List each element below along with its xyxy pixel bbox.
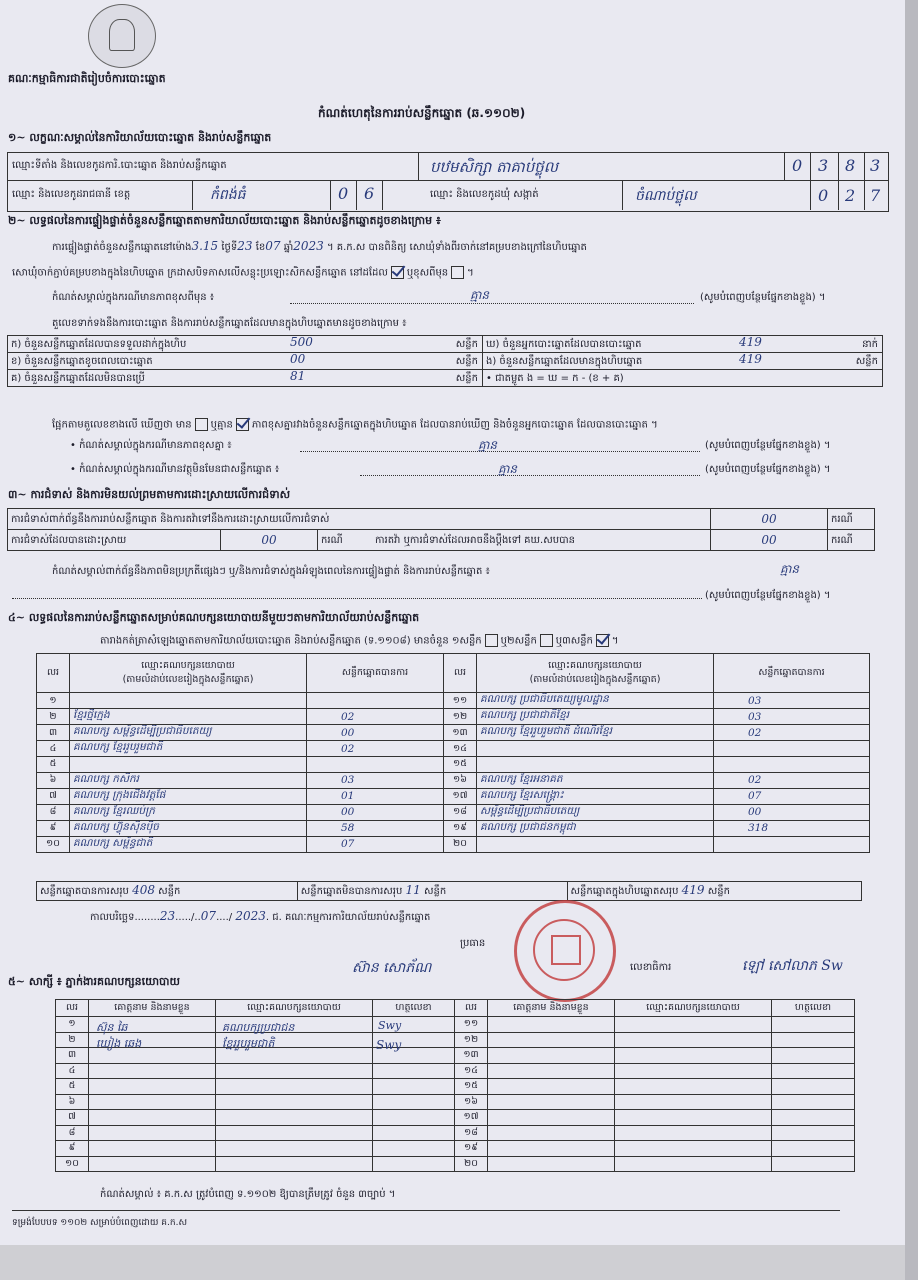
witness-number: ១៨ bbox=[455, 1125, 488, 1141]
province-code-1: 0 bbox=[338, 184, 349, 203]
counts-table bbox=[7, 335, 883, 387]
party-votes: 02 bbox=[307, 709, 444, 725]
witness-number: ១០ bbox=[56, 1156, 89, 1172]
party-name: គណបក្ស កសិករ bbox=[70, 772, 307, 788]
witness-1-signature: Swy bbox=[378, 1019, 402, 1032]
count-unused: 81 bbox=[290, 369, 306, 383]
count-voters: 419 bbox=[739, 335, 762, 349]
table-row bbox=[56, 1141, 855, 1157]
witness-cell bbox=[488, 1156, 615, 1172]
official-seal-icon bbox=[514, 900, 616, 1002]
witness-cell bbox=[772, 1063, 855, 1079]
witness-cell bbox=[615, 1094, 772, 1110]
secretary-signature: ឡៅ សៅលាភ Sw bbox=[742, 958, 843, 974]
witness-table bbox=[55, 999, 855, 1172]
party-votes bbox=[307, 693, 444, 709]
witness-cell bbox=[615, 1063, 772, 1079]
secretary-label: លេខាធិការ bbox=[630, 962, 672, 973]
party-votes: 03 bbox=[714, 693, 870, 709]
witness-cell bbox=[373, 1156, 455, 1172]
party-number: ១៣ bbox=[444, 725, 477, 741]
party-votes bbox=[714, 757, 870, 773]
discrepancy-note-hint: (សូមបំពេញបន្ថែមផ្នែកខាងខ្លួង) ។ bbox=[705, 440, 831, 451]
witness-cell bbox=[216, 1110, 373, 1126]
party-name: គណបក្ស ខ្មែររួបរួមជាតិ bbox=[70, 741, 307, 757]
witness-number: ៣ bbox=[56, 1048, 89, 1064]
discrepancy-note-value: គ្មាន bbox=[478, 438, 498, 452]
witness-cell bbox=[488, 1141, 615, 1157]
party-number: ១១ bbox=[444, 693, 477, 709]
verify-time: 3.15 bbox=[191, 239, 219, 253]
table-row: ខ) ចំនួនសន្លឹកឆ្នោតខូចពេលបោះឆ្នោត 00 សន្លឹក ង) ចំនួនសន្លឹកឆ្នោតដែលមានក្នុងហិបឆ្នោត 419 សន្លឹក bbox=[8, 353, 883, 370]
witness-cell bbox=[89, 1156, 216, 1172]
table-row bbox=[37, 709, 870, 725]
discrepancy-no-checkbox[interactable] bbox=[236, 418, 249, 431]
difference-note-hint: (សូមបំពេញបន្ថែមផ្នែកខាងខ្លួង) ។ bbox=[700, 292, 826, 303]
party-votes: 02 bbox=[714, 725, 870, 741]
province-label: ឈ្មោះ និងលេខកូដរាជធានី ខេត្ត bbox=[12, 189, 131, 200]
table-row bbox=[37, 693, 870, 709]
box-total: 419 bbox=[681, 883, 705, 897]
party-number: ១៥ bbox=[444, 757, 477, 773]
form-footer: ទម្រង់បែបបទ ១១០២ សម្រាប់បំពេញដោយ គ.ក.ស bbox=[12, 1218, 188, 1228]
party-number: ១ bbox=[37, 693, 70, 709]
witness-number: ៤ bbox=[56, 1063, 89, 1079]
witness-number: ២០ bbox=[455, 1156, 488, 1172]
witness-cell bbox=[772, 1110, 855, 1126]
party-number: ១៨ bbox=[444, 804, 477, 820]
witness-number: ៦ bbox=[56, 1094, 89, 1110]
province-code-2: 6 bbox=[364, 184, 375, 203]
witness-cell bbox=[772, 1141, 855, 1157]
witness-number: ២ bbox=[56, 1032, 89, 1048]
witness-number: ៨ bbox=[56, 1125, 89, 1141]
party-name: គណបក្ស ខ្មែរអនាគត bbox=[477, 772, 714, 788]
witness-cell bbox=[216, 1063, 373, 1079]
section-1-heading: ១~ លក្ខណៈសម្គាល់នៃការិយាល័យបោះឆ្នោត និងរាប់សន្លឹកឆ្នោត bbox=[8, 131, 272, 144]
witness-number: ១៩ bbox=[455, 1141, 488, 1157]
party-name: គណបក្ស ខ្មែរឈប់ក្រ bbox=[70, 804, 307, 820]
party-votes: 02 bbox=[714, 772, 870, 788]
date-line: កាលបរិច្ឆេទ........23...../..07..../ 2023. ជ. គណៈកម្មការការិយាល័យរាប់សន្លឹកឆ្នោត bbox=[90, 909, 431, 923]
seal-sentence: សោឃុំចាក់ភ្ជាប់គម្របខាងក្នុងនៃហិបឆ្នោត ក្រដាសបិទភាសលើសន្លុះប្រឡោះសិកសន្លឹកឆ្នោត នៅដដែល ឬខុសពីមុន ។ bbox=[12, 267, 474, 279]
party-votes: 03 bbox=[714, 709, 870, 725]
witness-cell bbox=[89, 1094, 216, 1110]
station-value: បឋមសិក្សា តាគាប់ថ្លុល bbox=[430, 158, 559, 176]
party-name: គណបក្ស ប្រជាជាតិខ្មែរ bbox=[477, 709, 714, 725]
chair-label: ប្រធាន bbox=[460, 938, 486, 949]
witness-cell bbox=[373, 1094, 455, 1110]
party-name: គណបក្ស សម្ព័ន្ធដើម្បីប្រជាធិបតេយ្យ bbox=[70, 725, 307, 741]
org-name: គណៈកម្មាធិការជាតិរៀបចំការបោះឆ្នោត bbox=[8, 72, 166, 85]
party-votes: 01 bbox=[307, 788, 444, 804]
witness-cell bbox=[488, 1017, 615, 1033]
party-name bbox=[477, 836, 714, 852]
party-votes bbox=[307, 757, 444, 773]
party-name: គណបក្ស ប្រជាជនកម្ពុជា bbox=[477, 820, 714, 836]
verify-month: 07 bbox=[265, 239, 281, 253]
party-number: ១៦ bbox=[444, 772, 477, 788]
party-number: ២០ bbox=[444, 836, 477, 852]
counts-intro: តួលេខទាក់ទងនឹងការបោះឆ្នោត និងការរាប់សន្លឹកឆ្នោតដែលមានក្នុងហិបឆ្នោតមានដូចខាងក្រោម ៖ bbox=[52, 318, 407, 329]
count-in-box: 419 bbox=[739, 352, 762, 366]
witness-number: ១៥ bbox=[455, 1079, 488, 1095]
party-votes: 07 bbox=[307, 836, 444, 852]
table-row bbox=[37, 725, 870, 741]
table-row: ការជំទាស់ពាក់ព័ន្ធនឹងការរាប់សន្លឹកឆ្នោត និងការតវ៉ាទៅនឹងការដោះស្រាយលើការជំទាស់ 00 ករណី bbox=[8, 509, 875, 530]
witness-number: ១១ bbox=[455, 1017, 488, 1033]
complaints-count: 00 bbox=[711, 509, 828, 530]
table-row: ការជំទាស់ដែលបានដោះស្រាយ 00 ករណី ការតវ៉ា ឬការជំទាស់ដែលអាចនឹងប្តឹងទៅ គឃ.សបបាន 00 ករណី bbox=[8, 530, 875, 551]
witness-cell bbox=[615, 1048, 772, 1064]
table-row bbox=[56, 1063, 855, 1079]
party-votes: 58 bbox=[307, 820, 444, 836]
party-number: ១០ bbox=[37, 836, 70, 852]
party-name: សម្ព័ន្ធដើម្បីប្រជាធិបតេយ្យ bbox=[477, 804, 714, 820]
witness-cell bbox=[89, 1063, 216, 1079]
witness-cell bbox=[615, 1110, 772, 1126]
section-3-heading: ៣~ ការជំទាស់ និងការមិនយល់ព្រមតាមការដោះស្រាយលើការជំទាស់ bbox=[8, 488, 291, 501]
witness-cell bbox=[772, 1094, 855, 1110]
commune-code-2: 2 bbox=[845, 186, 856, 205]
section-5-heading: ៥~ សាក្សី ៖ ភ្នាក់ងារគណបក្សនយោបាយ bbox=[8, 975, 181, 988]
table-row bbox=[56, 1017, 855, 1033]
foreign-object-note-hint: (សូមបំពេញបន្ថែមផ្នែកខាងខ្លួង) ។ bbox=[705, 464, 831, 475]
party-number: ៤ bbox=[37, 741, 70, 757]
chair-signature: ស៊ាន សោភ័ណ bbox=[352, 960, 432, 976]
witness-1-party: គណបក្សប្រជាជន bbox=[222, 1021, 295, 1034]
discrepancy-note-label: • កំណត់សម្គាល់ក្នុងករណីមានភាពខុសគ្នា ៖ bbox=[70, 440, 232, 451]
witness-number: ១៦ bbox=[455, 1094, 488, 1110]
witness-number: ១៤ bbox=[455, 1063, 488, 1079]
party-votes: 318 bbox=[714, 820, 870, 836]
table-row bbox=[56, 1125, 855, 1141]
party-number: ៣ bbox=[37, 725, 70, 741]
witness-number: ១២ bbox=[455, 1032, 488, 1048]
foreign-object-note-value: គ្មាន bbox=[498, 462, 518, 476]
party-number: ១៩ bbox=[444, 820, 477, 836]
table-row bbox=[37, 757, 870, 773]
count-received: 500 bbox=[290, 335, 313, 349]
party-number: ៦ bbox=[37, 772, 70, 788]
witness-cell bbox=[89, 1110, 216, 1126]
count-spoiled: 00 bbox=[290, 352, 306, 366]
irregularity-note-label: កំណត់សម្គាល់ពាក់ព័ន្ធនឹងភាពមិនប្រក្រតីផ្សេងៗ ឬ/និងការជំទាស់ក្នុងអំឡុងពេលនៃការផ្ទៀងផ្ទាត់ និងការរាប់សន្លឹកឆ្នោត ៖ bbox=[52, 566, 490, 577]
section-4-heading: ៤~ លទ្ធផលនៃការរាប់សន្លឹកឆ្នោតសម្រាប់គណបក្សនយោបាយនីមួយៗតាមការិយាល័យរាប់សន្លឹកឆ្នោត bbox=[8, 611, 420, 624]
witness-cell bbox=[772, 1125, 855, 1141]
invalid-total: 11 bbox=[405, 883, 421, 897]
table-row bbox=[37, 836, 870, 852]
verify-year: 2023 bbox=[293, 239, 324, 253]
resolved-count: 00 bbox=[221, 530, 318, 551]
witness-cell bbox=[615, 1156, 772, 1172]
results-table bbox=[36, 653, 870, 853]
witness-cell bbox=[488, 1125, 615, 1141]
party-name bbox=[477, 741, 714, 757]
discrepancy-sentence: ផ្អែកតាមតួលេខខាងលើ ឃើញថា មាន ឬគ្មាន ភាពខុសគ្នារវាងចំនួនសន្លឹកឆ្នោតក្នុងហិបឆ្នោត ដែលបានរាប់ឃើញ និងចំនួនអ្នកបោះឆ្នោត ដែលបានបោះឆ្នោត ។ bbox=[52, 419, 658, 431]
table-row bbox=[56, 1032, 855, 1048]
party-number: ៩ bbox=[37, 820, 70, 836]
witness-cell bbox=[772, 1156, 855, 1172]
witness-cell bbox=[89, 1125, 216, 1141]
party-number: ១៧ bbox=[444, 788, 477, 804]
party-number: ១២ bbox=[444, 709, 477, 725]
party-name: ខ្មែរថ្មីក្មេង bbox=[70, 709, 307, 725]
table-row bbox=[56, 1048, 855, 1064]
station-label: ឈ្មោះទីតាំង និងលេខកូដការិ.បោះឆ្នោត និងរាប់សន្លឹកឆ្នោត bbox=[12, 160, 227, 171]
witness-cell bbox=[488, 1032, 615, 1048]
witness-cell bbox=[772, 1032, 855, 1048]
complaints-table bbox=[7, 508, 875, 551]
verify-day: 23 bbox=[237, 239, 253, 253]
party-name: គណបក្ស ខ្មែរសង្គ្រោះ bbox=[477, 788, 714, 804]
witness-cell bbox=[488, 1094, 615, 1110]
appeal-count: 00 bbox=[711, 530, 828, 551]
party-name bbox=[70, 757, 307, 773]
station-code-4: 3 bbox=[870, 156, 881, 175]
party-votes: 00 bbox=[714, 804, 870, 820]
party-votes: 00 bbox=[307, 725, 444, 741]
table-row bbox=[37, 804, 870, 820]
witness-cell bbox=[615, 1141, 772, 1157]
one-sheet-checkbox[interactable] bbox=[485, 634, 498, 647]
table-row bbox=[56, 1094, 855, 1110]
party-name: គណបក្ស ហ៊្វុនស៊ិនប៉ិច bbox=[70, 820, 307, 836]
form-title: កំណត់ហេតុនៃការរាប់សន្លឹកឆ្នោត (ឆ.១១០២) bbox=[318, 106, 526, 120]
witness-header-row: លរ គោត្តនាម និងនាមខ្លួន ឈ្មោះគណបក្សនយោបាយ ហត្ថលេខា លរ គោត្តនាម និងនាមខ្លួន ឈ្មោះគណបក្សនយោបាយ ហត្ថលេខា bbox=[56, 1000, 855, 1017]
irregularity-note-hint: (សូមបំពេញបន្ថែមផ្នែកខាងខ្លួង) ។ bbox=[705, 590, 831, 601]
table-row bbox=[37, 772, 870, 788]
footer-note: កំណត់សម្គាល់ ៖ គ.ក.ស ត្រូវបំពេញ ទ.១១០២ ឱ្យបានត្រឹមត្រូវ ចំនួន ៣ច្បាប់ ។ bbox=[100, 1189, 396, 1200]
background-edge bbox=[905, 0, 918, 1280]
discrepancy-yes-checkbox[interactable] bbox=[195, 418, 208, 431]
commune-value: ចំណាប់ថ្លុល bbox=[635, 188, 697, 204]
commune-code-3: 7 bbox=[870, 186, 881, 205]
table-row: គ) ចំនួនសន្លឹកឆ្នោតដែលមិនបានប្រើ 81 សន្លឹក • ជាតម្លូត ង = ឃ = ក - (ខ + គ) bbox=[8, 370, 883, 387]
witness-cell bbox=[373, 1110, 455, 1126]
witness-number: ៧ bbox=[56, 1110, 89, 1126]
party-votes: 00 bbox=[307, 804, 444, 820]
party-name: គណបក្ស ក្រុងជើងវត្តផែ bbox=[70, 788, 307, 804]
commune-label: ឈ្មោះ និងលេខកូដឃុំ សង្កាត់ bbox=[430, 189, 539, 200]
province-value: កំពង់ធំ bbox=[210, 187, 246, 203]
party-votes: 03 bbox=[307, 772, 444, 788]
verify-sentence: ការផ្ទៀងផ្ទាត់ចំនួនសន្លឹកឆ្នោតនៅម៉ោង3.15 ថ្ងៃទី23 ខែ07 ឆ្នាំ2023 ។ គ.ក.ស បានពិនិត្យ សោឃុំទាំងពីរចាក់នៅគម្របខាងក្រៅនៃហិបឆ្នោត bbox=[52, 239, 587, 253]
valid-total: 408 bbox=[132, 883, 155, 897]
witness-cell bbox=[488, 1063, 615, 1079]
table-row bbox=[37, 820, 870, 836]
party-votes bbox=[714, 836, 870, 852]
witness-2-party: ខ្មែររួបរួមជាតិ bbox=[222, 1037, 275, 1050]
two-sheet-checkbox[interactable] bbox=[540, 634, 553, 647]
table-row bbox=[56, 1156, 855, 1172]
witness-number: ១៧ bbox=[455, 1110, 488, 1126]
witness-cell bbox=[373, 1125, 455, 1141]
witness-number: ១ bbox=[56, 1017, 89, 1033]
party-number: ១៤ bbox=[444, 741, 477, 757]
witness-cell bbox=[615, 1125, 772, 1141]
party-number: ៨ bbox=[37, 804, 70, 820]
station-code-2: 3 bbox=[818, 156, 829, 175]
table-row: ក) ចំនួនសន្លឹកឆ្នោតដែលបានទទួលដាក់ក្នុងហិប 500 សន្លឹក ឃ) ចំនួនអ្នកបោះឆ្នោតដែលបានបោះឆ្នោត 419 នាក់ bbox=[8, 336, 883, 353]
witness-cell bbox=[89, 1079, 216, 1095]
party-number: ៧ bbox=[37, 788, 70, 804]
witness-cell bbox=[772, 1079, 855, 1095]
witness-cell bbox=[488, 1079, 615, 1095]
witness-cell bbox=[89, 1141, 216, 1157]
difference-note-value: គ្មាន bbox=[470, 288, 490, 302]
party-number: ២ bbox=[37, 709, 70, 725]
different-checkbox[interactable] bbox=[451, 266, 464, 279]
witness-cell bbox=[216, 1156, 373, 1172]
same-checkbox[interactable] bbox=[391, 266, 404, 279]
party-name bbox=[70, 693, 307, 709]
witness-cell bbox=[772, 1017, 855, 1033]
witness-cell bbox=[373, 1063, 455, 1079]
totals-table bbox=[36, 881, 862, 901]
witness-number: ១៣ bbox=[455, 1048, 488, 1064]
witness-number: ៩ bbox=[56, 1141, 89, 1157]
witness-cell bbox=[488, 1048, 615, 1064]
witness-cell bbox=[216, 1125, 373, 1141]
witness-cell bbox=[615, 1079, 772, 1095]
witness-cell bbox=[216, 1079, 373, 1095]
results-header-row: លរ ឈ្មោះគណបក្សនយោបាយ (តាមលំដាប់លេខរៀងក្នុងសន្លឹកឆ្នោត) សន្លឹកឆ្នោតបានការ លរ ឈ្មោះគណបក្សនយោបាយ (តាមលំដាប់លេខរៀងក្នុងសន្លឹកឆ្នោត) សន្លឹកឆ្នោតបានការ bbox=[37, 654, 870, 693]
table-row bbox=[37, 741, 870, 757]
witness-cell bbox=[488, 1110, 615, 1126]
party-name: គណបក្ស សម្ព័ន្ធជាតិ bbox=[70, 836, 307, 852]
station-code-3: 8 bbox=[845, 156, 856, 175]
party-name: គណបក្ស ខ្មែររួបរួមជាតិ ដំណើរខ្មែរ bbox=[477, 725, 714, 741]
witness-cell bbox=[615, 1017, 772, 1033]
table-row: សន្លឹកឆ្នោតបានការសរុប 408 សន្លឹក សន្លឹកឆ្នោតមិនបានការសរុប 11 សន្លឹក សន្លឹកឆ្នោតក្នុងហិបឆ្នោតសរុប 419 សន្លឹក bbox=[37, 882, 862, 901]
three-sheet-checkbox[interactable] bbox=[596, 634, 609, 647]
party-votes: 02 bbox=[307, 741, 444, 757]
witness-cell bbox=[373, 1141, 455, 1157]
witness-cell bbox=[216, 1094, 373, 1110]
witness-cell bbox=[615, 1032, 772, 1048]
witness-cell bbox=[373, 1079, 455, 1095]
table-row bbox=[56, 1079, 855, 1095]
table-row bbox=[56, 1110, 855, 1126]
witness-2-signature: Swy bbox=[376, 1038, 402, 1052]
witness-cell bbox=[216, 1141, 373, 1157]
witness-1-name: ស៊ុន ឆៃ bbox=[96, 1021, 128, 1034]
party-number: ៥ bbox=[37, 757, 70, 773]
difference-note-label: កំណត់សម្គាល់ក្នុងករណីមានភាពខុសពីមុន ៖ bbox=[52, 292, 215, 303]
party-votes: 07 bbox=[714, 788, 870, 804]
party-votes bbox=[714, 741, 870, 757]
witness-2-name: ឃៀង ឆេង bbox=[96, 1037, 142, 1050]
commune-code-1: 0 bbox=[818, 186, 829, 205]
sheet-count-sentence: តារាងកត់ត្រាសំឡេងឆ្នោតតាមការិយាល័យបោះឆ្នោត និងរាប់សន្លឹកឆ្នោត (ទ.១១០៨) មានចំនួន ១សន្លឹក ឬ២សន្លឹក ឬ៣សន្លឹក ។ bbox=[100, 635, 619, 647]
party-name: គណបក្ស ប្រជាធិបតេយ្យមូលដ្ឋាន bbox=[477, 693, 714, 709]
witness-cell bbox=[772, 1048, 855, 1064]
party-name bbox=[477, 757, 714, 773]
table-row bbox=[37, 788, 870, 804]
station-code-1: 0 bbox=[792, 156, 803, 175]
witness-number: ៥ bbox=[56, 1079, 89, 1095]
section-2-heading: ២~ លទ្ធផលនៃការផ្ទៀងផ្ទាត់ចំនួនសន្លឹកឆ្នោតតាមការិយាល័យបោះឆ្នោត និងរាប់សន្លឹកឆ្នោតដូចខាងក្រោម ៖ bbox=[8, 214, 441, 227]
foreign-object-note-label: • កំណត់សម្គាល់ក្នុងករណីមានវត្ថុមិនមែនជាសន្លឹកឆ្នោត ៖ bbox=[70, 464, 280, 475]
nec-emblem-icon bbox=[88, 4, 156, 68]
irregularity-note-value: គ្មាន bbox=[780, 562, 800, 576]
